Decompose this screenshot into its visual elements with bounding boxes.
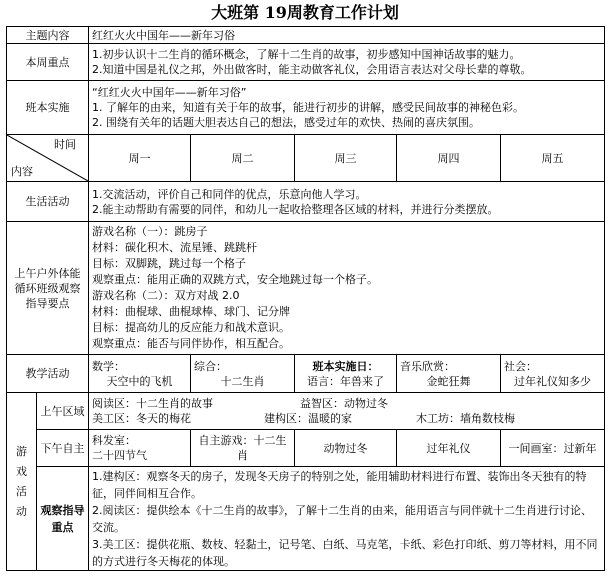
afternoon-label: 下午自主 <box>37 430 89 467</box>
key-point-line: 2.知道中国是礼仪之邦，外出做客时，能主动做客礼仪，会用语言表达对父母长辈的尊敬。 <box>92 63 532 76</box>
teaching-cell-monday <box>89 355 191 393</box>
life-activity-row <box>7 182 605 222</box>
teaching-topic: 金蛇狂舞 <box>426 374 471 388</box>
outdoor-line: 材料：碳化积木、流星锤、跳跳杆 <box>92 241 257 254</box>
observation-content <box>89 467 605 571</box>
teaching-topic: 语言：年兽来了 <box>307 374 384 388</box>
teaching-cell-thursday <box>397 355 501 393</box>
teaching-subject: 班本实施日： <box>312 359 379 373</box>
key-points-label: 本周重点 <box>7 44 89 81</box>
teaching-activity-label: 教学活动 <box>7 355 89 393</box>
outdoor-line: 材料：曲棍球、曲棍球棒、球门、记分牌 <box>92 305 290 318</box>
teaching-subject: 音乐欣赏： <box>400 359 455 373</box>
weekly-plan-table <box>6 26 605 571</box>
key-points-content <box>89 44 605 81</box>
teaching-activity-row <box>7 355 605 393</box>
outdoor-line: 目标：提高幼儿的反应能力和战术意识。 <box>92 321 290 334</box>
weekday-header-row <box>7 135 605 182</box>
observation-line: 2.阅读区：提供绘本《十二生肖的故事》，了解十二生肖的由来，能用语言与同伴就十二生肖进行讨论、交流。 <box>92 503 592 534</box>
teaching-cell-tuesday <box>191 355 295 393</box>
afternoon-cell-tuesday: 自主游戏：十二生肖 <box>191 430 295 467</box>
woodwork-area: 木工坊：墙角数枝梅 <box>416 412 515 425</box>
afternoon-cell-monday: 科发室： 二十四节气 <box>89 430 191 467</box>
afternoon-cell-thursday: 过年礼仪 <box>397 430 501 467</box>
weekday-thursday: 周四 <box>397 135 501 182</box>
life-activity-label: 生活活动 <box>7 182 89 222</box>
reading-area: 阅读区：十二生肖的故事 <box>92 397 213 410</box>
teaching-topic: 十二生肖 <box>220 374 265 388</box>
time-label: 时间 <box>54 138 76 151</box>
life-activity-content <box>89 182 605 222</box>
teaching-subject: 数学： <box>92 359 125 373</box>
key-point-line: 1.初步认识十二生肖的循环概念，了解十二生肖的故事，初步感知中国神话故事的魅力。 <box>92 48 521 61</box>
weekday-wednesday: 周三 <box>295 135 397 182</box>
content-label: 内容 <box>11 165 33 178</box>
outdoor-activity-label: 上午户外体能循环班级观察指导要点 <box>7 222 89 355</box>
morning-area-line <box>92 396 601 411</box>
observation-label: 观察指导重点 <box>37 467 89 571</box>
outdoor-line: 游戏名称（一）：跳房子 <box>92 225 208 238</box>
theme-label: 主题内容 <box>7 27 89 44</box>
morning-area-content <box>89 393 605 430</box>
observation-row <box>7 467 605 571</box>
teaching-topic: 过年礼仪知多少 <box>514 374 591 388</box>
outdoor-line: 目标：双脚跳，跳过每一个格子 <box>92 257 246 270</box>
morning-area-row <box>7 393 605 430</box>
class-implementation-line: 1. 了解年的由来，知道有关于年的故事，能进行初步的讲解，感受民间故事的神秘色彩。 <box>92 101 524 114</box>
class-implementation-label: 班本实施 <box>7 81 89 135</box>
life-activity-line: 1.交流活动，评价自己和同伴的优点，乐意向他人学习。 <box>92 187 367 201</box>
game-activity-label <box>7 393 37 571</box>
morning-area-label: 上午区域 <box>37 393 89 430</box>
observation-line: 1.建构区：观察冬天的房子，发现冬天房子的特别之处，能用辅助材料进行布置、装饰出冬天独有的特征，同伴间相互合作。 <box>92 469 587 500</box>
puzzle-area: 益智区：动物过冬 <box>300 397 388 410</box>
teaching-subject: 社会： <box>504 359 537 373</box>
morning-area-line <box>92 411 601 426</box>
class-implementation-content <box>89 81 605 135</box>
teaching-cell-wednesday <box>295 355 397 393</box>
afternoon-row <box>7 430 605 467</box>
class-implementation-row <box>7 81 605 135</box>
page-title: 大班第 19周教育工作计划 <box>211 3 399 22</box>
teaching-topic: 天空中的飞机 <box>106 374 173 388</box>
construction-area: 建构区：温暖的家 <box>264 412 352 425</box>
game-activity-label-text: 游戏活动 <box>16 444 27 518</box>
diagonal-header-cell <box>7 135 89 182</box>
weekday-monday: 周一 <box>89 135 191 182</box>
outdoor-activity-row <box>7 222 605 355</box>
key-points-row <box>7 44 605 81</box>
observation-line: 3.美工区：提供花瓶、数枝、轻黏土，记号笔、白纸、马克笔，卡纸、彩色打印纸、剪刀等材料，用不同的方式进行冬天梅花的体现。 <box>92 537 598 568</box>
outdoor-line: 观察重点：能否与同伴协作，相互配合。 <box>92 337 290 350</box>
class-implementation-line: 2. 围绕有关年的话题大胆表达自己的想法，感受过年的欢快、热闹的喜庆氛围。 <box>92 116 480 129</box>
outdoor-line: 游戏名称（二）：双方对战 2.0 <box>92 289 240 302</box>
theme-value: 红红火火中国年——新年习俗 <box>89 27 605 44</box>
class-implementation-line: “红红火火中国年——新年习俗” <box>92 86 247 99</box>
theme-row <box>7 27 605 44</box>
teaching-cell-friday <box>501 355 605 393</box>
life-activity-line: 2.能主动帮助有需要的同伴，和幼儿一起收拾整理各区域的材料，并进行分类摆放。 <box>92 202 499 216</box>
weekday-tuesday: 周二 <box>191 135 295 182</box>
outdoor-activity-content <box>89 222 605 355</box>
weekday-friday: 周五 <box>501 135 605 182</box>
outdoor-line: 观察重点：能用正确的双跳方式，安全地跳过每一个格子。 <box>92 273 378 286</box>
teaching-subject: 综合： <box>194 359 227 373</box>
art-area: 美工区：冬天的梅花 <box>92 412 191 425</box>
afternoon-cell-friday: 一间画室：过新年 <box>501 430 605 467</box>
afternoon-cell-wednesday: 动物过冬 <box>295 430 397 467</box>
